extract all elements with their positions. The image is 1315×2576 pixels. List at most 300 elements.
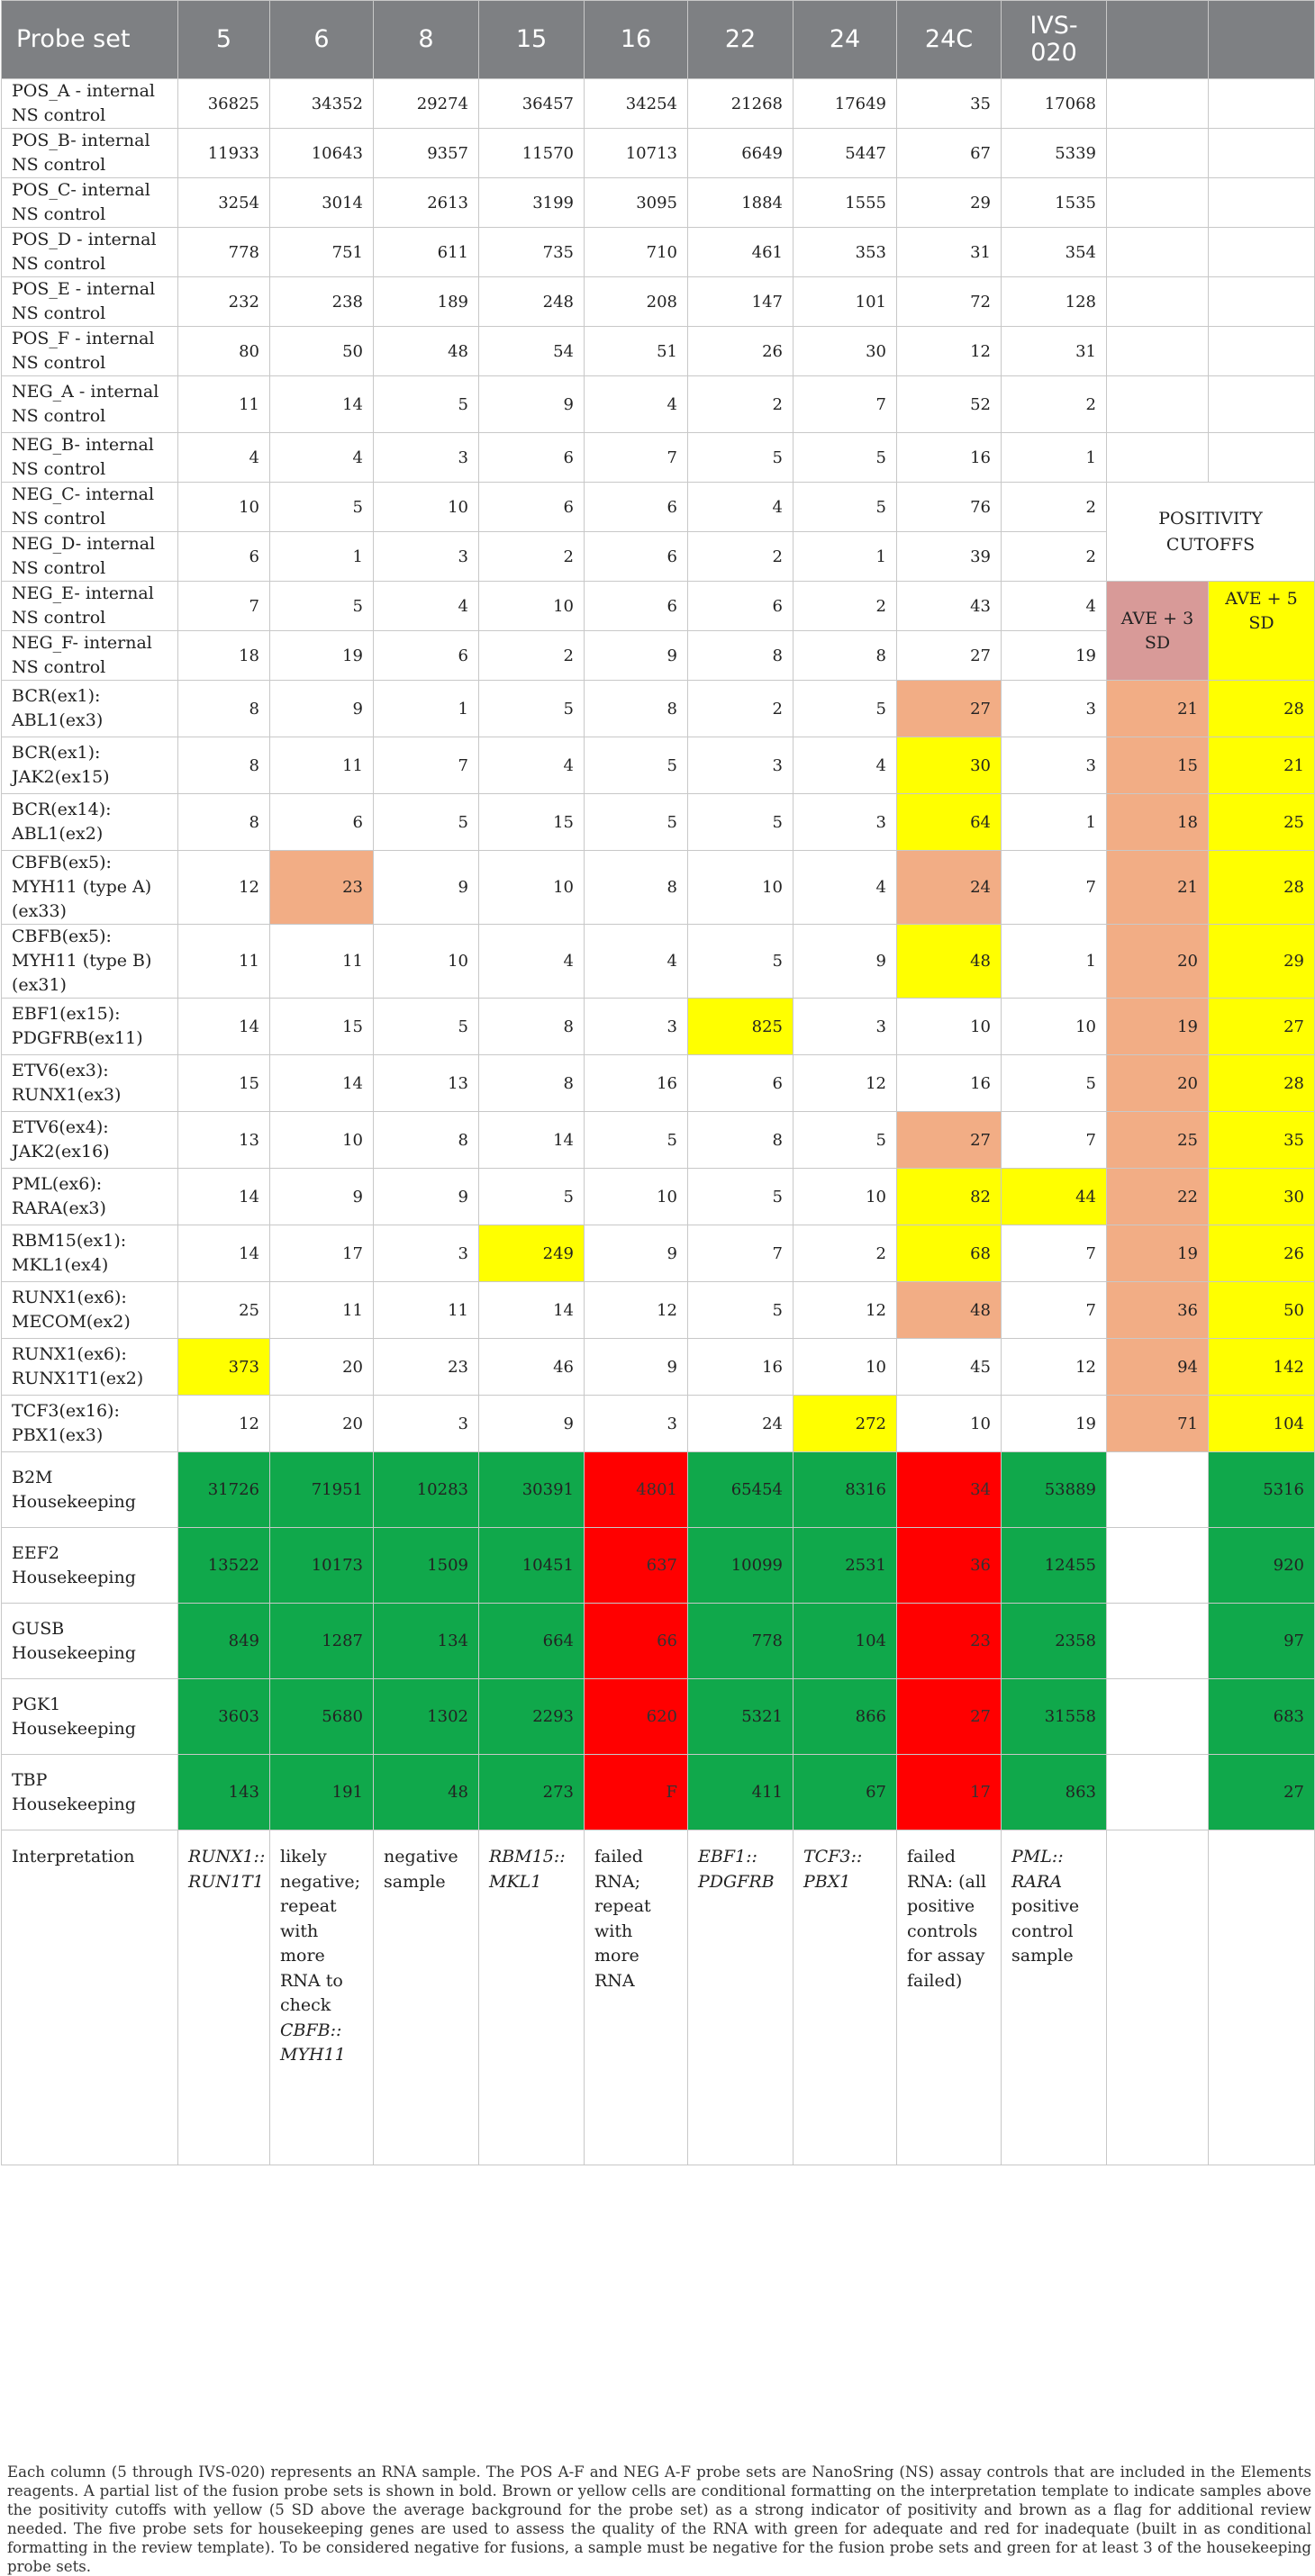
cutoff-3sd-cell: 36	[1107, 1282, 1209, 1339]
probe-set-label: ETV6(ex3): RUNX1(ex3)	[2, 1055, 178, 1112]
header-sample-22: 22	[688, 1, 794, 79]
probe-value-cell: 9	[585, 1225, 688, 1282]
probe-set-label: POS_A - internal NS control	[2, 79, 178, 129]
blank-cell	[1107, 79, 1209, 129]
table-row	[2, 1225, 1315, 1282]
probe-value-cell: 64	[897, 794, 1002, 851]
probe-value-cell: 208	[585, 277, 688, 327]
probe-value-cell: 27	[897, 1112, 1002, 1169]
probe-set-label: POS_F - internal NS control	[2, 327, 178, 376]
ave-3sd-header: AVE + 3 SD	[1107, 582, 1209, 681]
blank-cell	[1209, 433, 1315, 483]
probe-value-cell: 4	[585, 925, 688, 999]
probe-value-cell: 4	[688, 483, 794, 532]
probe-value-cell: 2	[688, 532, 794, 582]
probe-value-cell: 6	[688, 582, 794, 631]
probe-value-cell: 3	[1002, 737, 1107, 794]
probe-value-cell: 45	[897, 1339, 1002, 1396]
probe-value-cell: 710	[585, 228, 688, 277]
probe-value-cell: 35	[897, 79, 1002, 129]
blank-cell	[1107, 129, 1209, 178]
probe-set-label: NEG_B- internal NS control	[2, 433, 178, 483]
probe-set-label: RUNX1(ex6): RUNX1T1(ex2)	[2, 1339, 178, 1396]
probe-value-cell: 5	[585, 794, 688, 851]
probe-value-cell: 3095	[585, 178, 688, 228]
probe-value-cell: 2358	[1002, 1604, 1107, 1679]
probe-value-cell: 24	[688, 1396, 794, 1452]
probe-value-cell: 8	[178, 681, 270, 737]
interp-24	[794, 1830, 897, 2165]
cutoff-5sd-cell: 28	[1209, 851, 1315, 925]
probe-value-cell: 5321	[688, 1679, 794, 1755]
probe-value-cell: 5	[374, 999, 479, 1055]
probe-value-cell: 5	[270, 483, 374, 532]
cutoff-3sd-cell: 21	[1107, 681, 1209, 737]
probe-value-cell: 29	[897, 178, 1002, 228]
probe-value-cell: 50	[270, 327, 374, 376]
table-body	[2, 79, 1315, 2165]
table-row	[2, 1755, 1315, 1830]
cutoff-5sd-cell: 104	[1209, 1396, 1315, 1452]
probe-value-cell: 10	[374, 483, 479, 532]
probe-value-cell: 16	[897, 1055, 1002, 1112]
probe-value-cell: 20	[270, 1339, 374, 1396]
cutoff-3sd-cell: 25	[1107, 1112, 1209, 1169]
probe-value-cell: 4	[374, 582, 479, 631]
blank-cell	[1107, 277, 1209, 327]
probe-value-cell: 19	[270, 631, 374, 681]
probe-value-cell: 34352	[270, 79, 374, 129]
probe-value-cell: 1	[1002, 433, 1107, 483]
table-row	[2, 79, 1315, 129]
probe-value-cell: 664	[479, 1604, 585, 1679]
probe-value-cell: 15	[178, 1055, 270, 1112]
housekeeping-cutoff-cell: 5316	[1209, 1452, 1315, 1528]
cutoff-3sd-cell: 22	[1107, 1169, 1209, 1225]
blank-cell	[1209, 228, 1315, 277]
probe-value-cell: 71951	[270, 1452, 374, 1528]
probe-value-cell: 1	[270, 532, 374, 582]
interp-8-text: negative sample	[384, 1847, 458, 1892]
probe-value-cell: 12	[178, 1396, 270, 1452]
probe-set-label: B2M Housekeeping	[2, 1452, 178, 1528]
probe-value-cell: 10283	[374, 1452, 479, 1528]
probe-value-cell: 67	[897, 129, 1002, 178]
probe-value-cell: 3	[794, 794, 897, 851]
cutoff-5sd-cell: 142	[1209, 1339, 1315, 1396]
probe-value-cell: 6	[585, 532, 688, 582]
probe-value-cell: 3	[585, 999, 688, 1055]
probe-value-cell: 66	[585, 1604, 688, 1679]
probe-value-cell: 6649	[688, 129, 794, 178]
probe-value-cell: 128	[1002, 277, 1107, 327]
probe-value-cell: 8	[374, 1112, 479, 1169]
table-row	[2, 129, 1315, 178]
probe-set-label: TCF3(ex16): PBX1(ex3)	[2, 1396, 178, 1452]
probe-value-cell: 4	[479, 925, 585, 999]
housekeeping-cutoff-cell: 683	[1209, 1679, 1315, 1755]
probe-set-label: PGK1 Housekeeping	[2, 1679, 178, 1755]
header-sample-24: 24	[794, 1, 897, 79]
probe-value-cell: 8	[479, 1055, 585, 1112]
cutoff-5sd-cell: 50	[1209, 1282, 1315, 1339]
cutoff-3sd-cell: 71	[1107, 1396, 1209, 1452]
probe-value-cell: 39	[897, 532, 1002, 582]
probe-value-cell: 14	[479, 1112, 585, 1169]
probe-value-cell: 3014	[270, 178, 374, 228]
probe-value-cell: 6	[270, 794, 374, 851]
probe-value-cell: 2	[479, 631, 585, 681]
probe-value-cell: 8	[479, 999, 585, 1055]
probe-value-cell: 12	[178, 851, 270, 925]
probe-value-cell: 5	[479, 681, 585, 737]
probe-value-cell: 12	[897, 327, 1002, 376]
table-row	[2, 277, 1315, 327]
probe-value-cell: 43	[897, 582, 1002, 631]
probe-value-cell: 7	[178, 582, 270, 631]
probe-value-cell: 2	[794, 1225, 897, 1282]
probe-value-cell: 1884	[688, 178, 794, 228]
probe-value-cell: 11	[270, 1282, 374, 1339]
probe-value-cell: 3	[374, 1225, 479, 1282]
probe-value-cell: 52	[897, 376, 1002, 433]
probe-value-cell: 12	[585, 1282, 688, 1339]
probe-value-cell: 25	[178, 1282, 270, 1339]
cutoff-5sd-cell: 28	[1209, 681, 1315, 737]
probe-value-cell: 8	[688, 1112, 794, 1169]
probe-value-cell: 9	[374, 851, 479, 925]
blank-cell	[1107, 1528, 1209, 1604]
interp-6-text: likely negative; repeat with more RNA to check	[280, 1847, 361, 2015]
probe-value-cell: 778	[178, 228, 270, 277]
probe-value-cell: 36	[897, 1528, 1002, 1604]
probe-set-label: BCR(ex1): ABL1(ex3)	[2, 681, 178, 737]
probe-value-cell: 2	[794, 582, 897, 631]
probe-value-cell: 5	[794, 433, 897, 483]
probe-value-cell: 7	[1002, 1225, 1107, 1282]
probe-value-cell: 2	[1002, 376, 1107, 433]
probe-set-label: PML(ex6): RARA(ex3)	[2, 1169, 178, 1225]
probe-value-cell: 10173	[270, 1528, 374, 1604]
table-row	[2, 851, 1315, 925]
probe-value-cell: 9	[479, 1396, 585, 1452]
probe-value-cell: 3	[794, 999, 897, 1055]
probe-value-cell: 1535	[1002, 178, 1107, 228]
probe-set-label: EEF2 Housekeeping	[2, 1528, 178, 1604]
probe-value-cell: 5	[585, 1112, 688, 1169]
probe-value-cell: 5	[688, 794, 794, 851]
interp-6	[270, 1830, 374, 2165]
probe-value-cell: 6	[479, 433, 585, 483]
probe-value-cell: 1	[374, 681, 479, 737]
probe-value-cell: 5	[688, 433, 794, 483]
table-row	[2, 376, 1315, 433]
probe-value-cell: 3	[585, 1396, 688, 1452]
interp-ivs020	[1002, 1830, 1107, 2165]
probe-value-cell: 2	[1002, 483, 1107, 532]
probe-value-cell: 11	[178, 925, 270, 999]
probe-value-cell: 13522	[178, 1528, 270, 1604]
header-blank-2	[1209, 1, 1315, 79]
blank-cell	[1107, 1830, 1209, 2165]
blank-cell	[1107, 1755, 1209, 1830]
probe-value-cell: 5	[794, 681, 897, 737]
table-row	[2, 1528, 1315, 1604]
probe-value-cell: 8	[178, 737, 270, 794]
probe-value-cell: 11	[178, 376, 270, 433]
probe-value-cell: 23	[270, 851, 374, 925]
probe-value-cell: 10	[479, 582, 585, 631]
probe-value-cell: 10	[178, 483, 270, 532]
probe-value-cell: 4	[178, 433, 270, 483]
probe-value-cell: 373	[178, 1339, 270, 1396]
probe-value-cell: 238	[270, 277, 374, 327]
cutoff-5sd-cell: 25	[1209, 794, 1315, 851]
probe-value-cell: 3	[374, 1396, 479, 1452]
probe-value-cell: 249	[479, 1225, 585, 1282]
probe-value-cell: 34	[897, 1452, 1002, 1528]
probe-value-cell: 17068	[1002, 79, 1107, 129]
probe-value-cell: 12	[1002, 1339, 1107, 1396]
probe-value-cell: 143	[178, 1755, 270, 1830]
cutoff-5sd-cell: 21	[1209, 737, 1315, 794]
probe-value-cell: 232	[178, 277, 270, 327]
blank-cell	[1107, 376, 1209, 433]
probe-value-cell: 14	[178, 1169, 270, 1225]
probe-value-cell: 51	[585, 327, 688, 376]
probe-value-cell: 5	[688, 925, 794, 999]
table-row	[2, 1169, 1315, 1225]
probe-value-cell: 5	[374, 794, 479, 851]
probe-value-cell: 189	[374, 277, 479, 327]
housekeeping-cutoff-cell: 27	[1209, 1755, 1315, 1830]
probe-value-cell: 620	[585, 1679, 688, 1755]
probe-value-cell: 17	[270, 1225, 374, 1282]
probe-value-cell: 31558	[1002, 1679, 1107, 1755]
probe-value-cell: 1287	[270, 1604, 374, 1679]
probe-value-cell: 14	[178, 1225, 270, 1282]
probe-set-label: POS_C- internal NS control	[2, 178, 178, 228]
probe-value-cell: 5	[688, 1169, 794, 1225]
probe-value-cell: 30	[897, 737, 1002, 794]
probe-value-cell: 2531	[794, 1528, 897, 1604]
probe-set-label: BCR(ex1): JAK2(ex15)	[2, 737, 178, 794]
probe-value-cell: 134	[374, 1604, 479, 1679]
probe-value-cell: 2	[688, 681, 794, 737]
probe-value-cell: 4	[794, 851, 897, 925]
table-row	[2, 1452, 1315, 1528]
blank-cell	[1107, 1604, 1209, 1679]
probe-value-cell: 31	[897, 228, 1002, 277]
table-row	[2, 925, 1315, 999]
probe-value-cell: 8	[585, 681, 688, 737]
probe-value-cell: 10	[794, 1169, 897, 1225]
probe-value-cell: 9	[794, 925, 897, 999]
cutoff-3sd-cell: 21	[1107, 851, 1209, 925]
blank-cell	[1209, 129, 1315, 178]
probe-value-cell: 735	[479, 228, 585, 277]
table-row	[2, 228, 1315, 277]
probe-value-cell: 7	[688, 1225, 794, 1282]
cutoff-3sd-cell: 15	[1107, 737, 1209, 794]
probe-set-label: POS_E - internal NS control	[2, 277, 178, 327]
probe-set-label: CBFB(ex5): MYH11 (type B)(ex31)	[2, 925, 178, 999]
probe-set-label: NEG_E- internal NS control	[2, 582, 178, 631]
probe-value-cell: 8	[585, 851, 688, 925]
header-sample-ivs020: IVS-020	[1002, 1, 1107, 79]
probe-value-cell: 5339	[1002, 129, 1107, 178]
cutoff-3sd-cell: 20	[1107, 1055, 1209, 1112]
probe-value-cell: 10	[374, 925, 479, 999]
probe-value-cell: 7	[1002, 1112, 1107, 1169]
probe-value-cell: 82	[897, 1169, 1002, 1225]
probe-value-cell: 9	[585, 1339, 688, 1396]
probe-value-cell: 72	[897, 277, 1002, 327]
probe-value-cell: 10	[1002, 999, 1107, 1055]
probe-value-cell: 8316	[794, 1452, 897, 1528]
probe-set-label: EBF1(ex15): PDGFRB(ex11)	[2, 999, 178, 1055]
probe-value-cell: 5	[688, 1282, 794, 1339]
cutoff-3sd-cell: 19	[1107, 999, 1209, 1055]
probe-value-cell: 15	[479, 794, 585, 851]
probe-value-cell: 11	[270, 737, 374, 794]
probe-value-cell: F	[585, 1755, 688, 1830]
probe-value-cell: 3	[374, 532, 479, 582]
probe-value-cell: 20	[270, 1396, 374, 1452]
probe-value-cell: 23	[374, 1339, 479, 1396]
probe-value-cell: 1302	[374, 1679, 479, 1755]
probe-value-cell: 48	[897, 1282, 1002, 1339]
probe-value-cell: 7	[585, 433, 688, 483]
probe-value-cell: 19	[1002, 631, 1107, 681]
probe-value-cell: 36457	[479, 79, 585, 129]
probe-value-cell: 14	[270, 376, 374, 433]
probe-value-cell: 191	[270, 1755, 374, 1830]
probe-value-cell: 44	[1002, 1169, 1107, 1225]
table-row	[2, 1339, 1315, 1396]
probe-value-cell: 48	[897, 925, 1002, 999]
cutoff-5sd-cell: 27	[1209, 999, 1315, 1055]
probe-value-cell: 17649	[794, 79, 897, 129]
probe-value-cell: 1509	[374, 1528, 479, 1604]
blank-cell	[1107, 178, 1209, 228]
probe-value-cell: 353	[794, 228, 897, 277]
probe-value-cell: 5	[585, 737, 688, 794]
probe-value-cell: 31	[1002, 327, 1107, 376]
probe-value-cell: 76	[897, 483, 1002, 532]
probe-value-cell: 7	[374, 737, 479, 794]
probe-value-cell: 5	[374, 376, 479, 433]
probe-value-cell: 11	[374, 1282, 479, 1339]
probe-value-cell: 16	[585, 1055, 688, 1112]
probe-value-cell: 53889	[1002, 1452, 1107, 1528]
probe-value-cell: 6	[585, 582, 688, 631]
blank-cell	[1107, 327, 1209, 376]
probe-results-table	[1, 0, 1315, 2165]
probe-value-cell: 5	[1002, 1055, 1107, 1112]
probe-value-cell: 9357	[374, 129, 479, 178]
probe-set-label: POS_D - internal NS control	[2, 228, 178, 277]
probe-value-cell: 104	[794, 1604, 897, 1679]
header-sample-5: 5	[178, 1, 270, 79]
probe-value-cell: 1	[1002, 794, 1107, 851]
probe-value-cell: 4	[270, 433, 374, 483]
probe-value-cell: 461	[688, 228, 794, 277]
table-row	[2, 1055, 1315, 1112]
probe-value-cell: 16	[688, 1339, 794, 1396]
interp-16	[585, 1830, 688, 2165]
probe-value-cell: 5	[794, 1112, 897, 1169]
probe-value-cell: 6	[585, 483, 688, 532]
probe-value-cell: 26	[688, 327, 794, 376]
probe-value-cell: 48	[374, 1755, 479, 1830]
probe-set-label: NEG_D- internal NS control	[2, 532, 178, 582]
table-row	[2, 794, 1315, 851]
probe-value-cell: 8	[794, 631, 897, 681]
probe-value-cell: 30	[794, 327, 897, 376]
blank-cell	[1209, 1830, 1315, 2165]
blank-cell	[1209, 327, 1315, 376]
probe-value-cell: 1	[794, 532, 897, 582]
probe-value-cell: 272	[794, 1396, 897, 1452]
probe-value-cell: 27	[897, 631, 1002, 681]
probe-value-cell: 6	[178, 532, 270, 582]
header-sample-24c: 24C	[897, 1, 1002, 79]
interp-5-text: RUNX1:: RUN1T1	[188, 1847, 266, 1892]
table-row	[2, 1679, 1315, 1755]
probe-value-cell: 778	[688, 1604, 794, 1679]
probe-value-cell: 1	[1002, 925, 1107, 999]
probe-value-cell: 2613	[374, 178, 479, 228]
interp-6-text: CBFB:: MYH11	[280, 2020, 346, 2065]
interp-22	[688, 1830, 794, 2165]
interp-15-text: RBM15:: MKL1	[489, 1847, 566, 1892]
probe-value-cell: 248	[479, 277, 585, 327]
probe-value-cell: 9	[585, 631, 688, 681]
probe-value-cell: 2	[1002, 532, 1107, 582]
probe-value-cell: 7	[1002, 851, 1107, 925]
probe-value-cell: 16	[897, 433, 1002, 483]
probe-value-cell: 825	[688, 999, 794, 1055]
probe-value-cell: 9	[270, 1169, 374, 1225]
probe-value-cell: 5	[270, 582, 374, 631]
table-row	[2, 1604, 1315, 1679]
probe-value-cell: 8	[688, 631, 794, 681]
blank-cell	[1107, 1679, 1209, 1755]
table-row	[2, 999, 1315, 1055]
table-row	[2, 1282, 1315, 1339]
probe-value-cell: 10	[270, 1112, 374, 1169]
probe-value-cell: 5447	[794, 129, 897, 178]
cutoff-5sd-cell: 28	[1209, 1055, 1315, 1112]
cutoff-5sd-cell: 26	[1209, 1225, 1315, 1282]
probe-value-cell: 10	[897, 1396, 1002, 1452]
probe-value-cell: 54	[479, 327, 585, 376]
cutoff-3sd-cell: 18	[1107, 794, 1209, 851]
probe-value-cell: 5	[794, 483, 897, 532]
interp-ivs020-text: PML:: RARA	[1011, 1847, 1064, 1892]
probe-set-label: RBM15(ex1): MKL1(ex4)	[2, 1225, 178, 1282]
probe-set-label: CBFB(ex5): MYH11 (type A)(ex33)	[2, 851, 178, 925]
probe-value-cell: 273	[479, 1755, 585, 1830]
probe-value-cell: 13	[374, 1055, 479, 1112]
table-row	[2, 1396, 1315, 1452]
probe-value-cell: 67	[794, 1755, 897, 1830]
probe-value-cell: 10	[794, 1339, 897, 1396]
blank-cell	[1209, 376, 1315, 433]
cutoff-5sd-cell: 35	[1209, 1112, 1315, 1169]
probe-value-cell: 10099	[688, 1528, 794, 1604]
